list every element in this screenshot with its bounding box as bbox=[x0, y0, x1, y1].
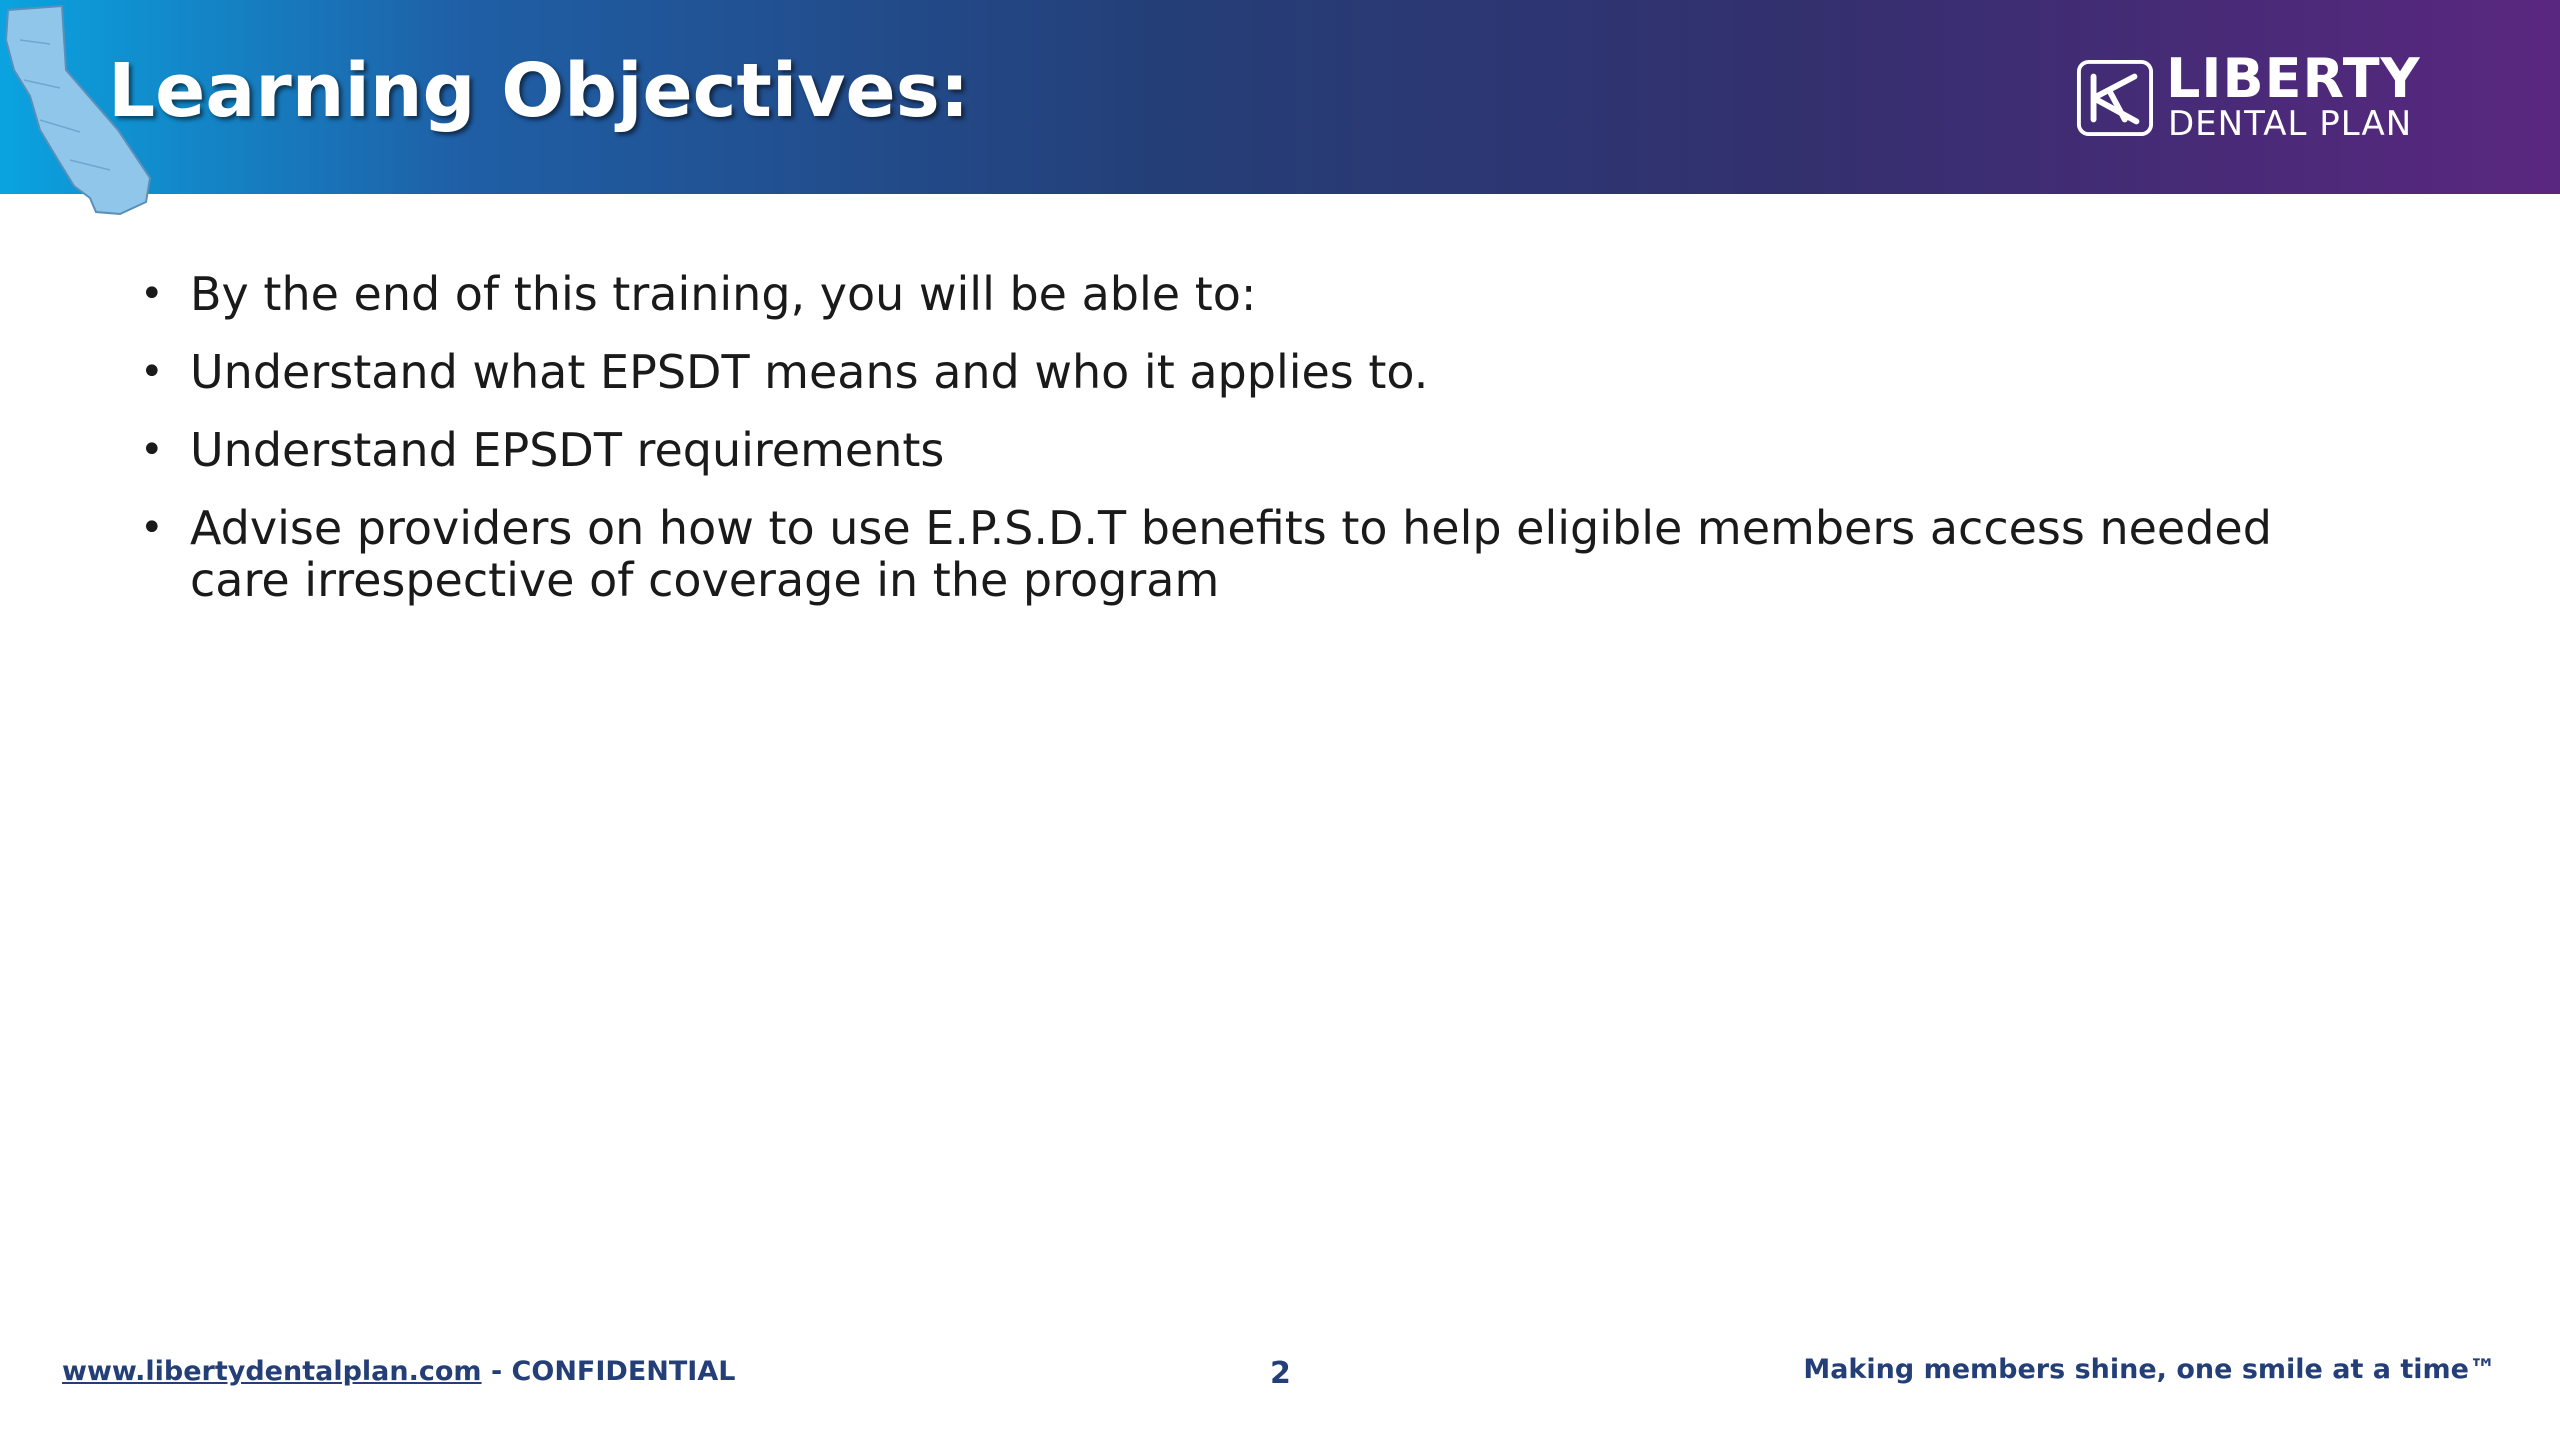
list-item bbox=[140, 502, 2340, 606]
logo-subtitle: DENTAL PLAN bbox=[2168, 104, 2413, 144]
page-number: 2 bbox=[1270, 1356, 1291, 1391]
footer-tagline: Making members shine, one smile at a time™ bbox=[1803, 1354, 2496, 1385]
footer bbox=[0, 1346, 2560, 1396]
objectives-list bbox=[140, 268, 2340, 632]
list-item bbox=[140, 268, 2340, 320]
list-item bbox=[140, 424, 2340, 476]
page-title: Learning Objectives: bbox=[108, 48, 970, 134]
logo-wordmark: LIBERTY bbox=[2166, 47, 2421, 110]
bullet-icon: • bbox=[140, 427, 164, 473]
bullet-text: Understand what EPSDT means and who it applies to. bbox=[190, 345, 1429, 399]
bullet-icon: • bbox=[140, 271, 164, 317]
liberty-logo-icon bbox=[2076, 58, 2154, 138]
confidential-label: - CONFIDENTIAL bbox=[481, 1356, 736, 1387]
bullet-icon: • bbox=[140, 505, 164, 551]
bullet-icon: • bbox=[140, 349, 164, 395]
bullet-text: Understand EPSDT requirements bbox=[190, 423, 945, 477]
website-link[interactable]: www.libertydentalplan.com bbox=[62, 1356, 482, 1387]
footer-left bbox=[62, 1356, 735, 1387]
bullet-text: Advise providers on how to use E.P.S.D.T benefits to help eligible members access needed care irrespective of coverage in the program bbox=[190, 501, 2272, 607]
list-item bbox=[140, 346, 2340, 398]
liberty-logo bbox=[2076, 47, 2436, 144]
bullet-text: By the end of this training, you will be able to: bbox=[190, 267, 1257, 321]
